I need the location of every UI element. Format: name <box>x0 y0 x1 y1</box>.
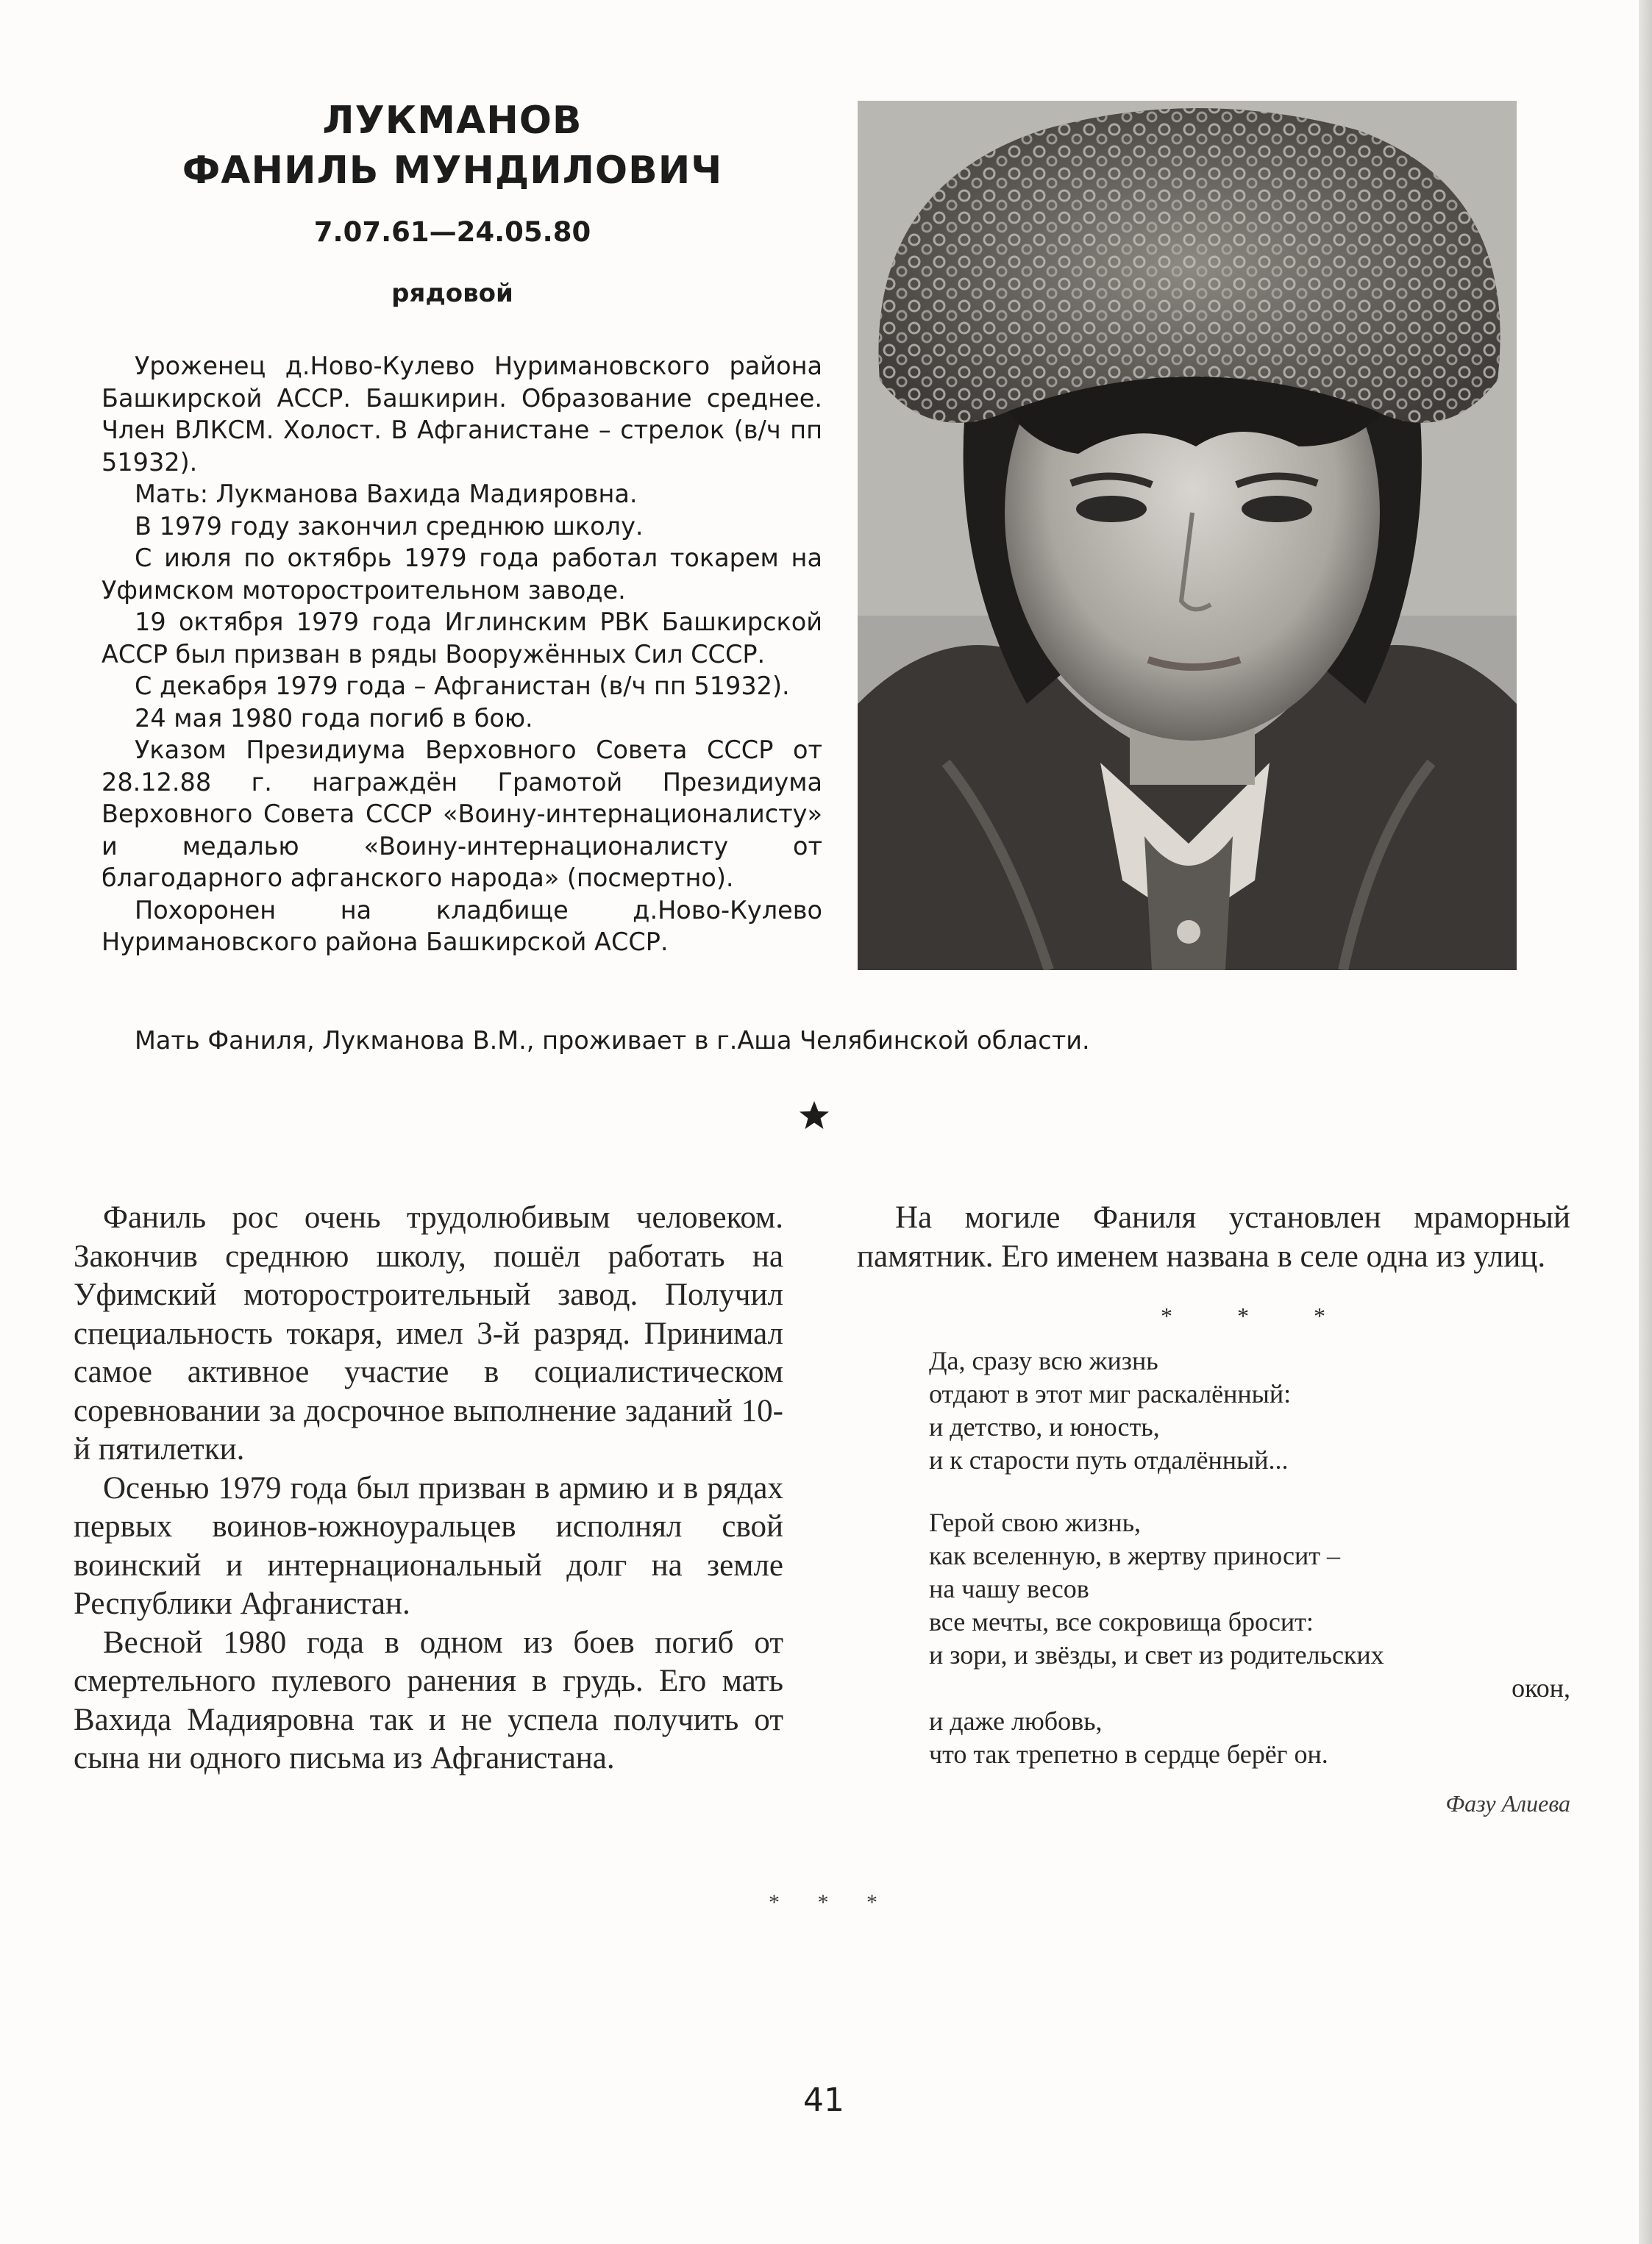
poem-line: на чашу весов <box>929 1573 1089 1603</box>
story-paragraph: Осенью 1979 года был призван в армию и в рядах первых воинов-южноуральцев исполнял свой воинский и интернациональный долг на земле Республики Афганистан. <box>74 1470 783 1621</box>
bio-paragraph: С декабря 1979 года – Афганистан (в/ч пп 51932). <box>135 672 790 700</box>
memorial-column <box>857 1199 1570 1820</box>
poem-line: окон, <box>1512 1673 1570 1703</box>
stanza-gap <box>929 1477 1570 1506</box>
military-rank: рядовой <box>391 279 513 308</box>
bio-paragraph: 24 мая 1980 года погиб в бою. <box>135 703 533 733</box>
page-number: 41 <box>803 2081 844 2119</box>
poem-line: и к старости путь отдалённый... <box>929 1445 1289 1475</box>
bio-paragraph: В 1979 году закончил среднюю школу. <box>135 511 644 541</box>
bio-paragraph: 19 октября 1979 года Иглинским РВК Башкирской АССР был призван в ряды Вооружённых Сил СССР. <box>102 608 822 669</box>
poem-line: что так трепетно в сердце берёг он. <box>929 1739 1328 1769</box>
poem-line: все мечты, все сокровища бросит: <box>929 1606 1314 1636</box>
story-column <box>74 1199 783 1778</box>
poem-line: Да, сразу всю жизнь <box>929 1345 1158 1375</box>
bio-paragraph: Указом Президиума Верховного Совета СССР от 28.12.88 г. награждён Грамотой Президиума Верховного Совета СССР «Воину-интернационалисту» и медалью «Воину-интернационалисту от благодарного афганского народа» (посмертно). <box>102 735 822 892</box>
header <box>110 96 794 308</box>
bio-paragraph: С июля по октябрь 1979 года работал токарем на Уфимском моторостроительном заводе. <box>102 544 822 605</box>
story-paragraph: Фаниль рос очень трудолюбивым человеком. Закончив среднюю школу, пошёл работать на Уфимский моторостроительный завод. Получил специальность токаря, имел 3-й разряд. Принимал самое активное участие в социалистическом соревновании за досрочное выполнение заданий 10-й пятилетки. <box>74 1200 783 1467</box>
poem-separator: * * * <box>1161 1303 1355 1329</box>
bio-mother-residence: Мать Фаниля, Лукманова В.М., проживает в г.Аша Челябинской области. <box>135 1026 1090 1055</box>
page-edge <box>1639 0 1652 2244</box>
poem-line: и даже любовь, <box>929 1706 1103 1736</box>
grave-paragraph: На могиле Фаниля установлен мраморный памятник. Его именем названа в селе одна из улиц. <box>857 1200 1570 1274</box>
bio-paragraph: Мать: Лукманова Вахида Мадияровна. <box>135 480 638 508</box>
poem-line: и зори, и звёзды, и свет из родительских <box>929 1639 1384 1670</box>
poem-line: как вселенную, в жертву приносит – <box>929 1540 1341 1570</box>
poem-line: и детство, и юность, <box>929 1411 1160 1442</box>
star-icon <box>798 1100 830 1132</box>
surname: ЛУКМАНОВ <box>322 99 583 143</box>
bottom-separator: * * * <box>769 1890 894 1914</box>
story-paragraph: Весной 1980 года в одном из боев погиб от смертельного пулевого ранения в грудь. Его мать Вахида Мадияровна так и не успела получить от сына ни одного письма из Афганистана. <box>74 1625 783 1775</box>
poem <box>929 1344 1570 1820</box>
bio-paragraph: Уроженец д.Ново-Кулево Нуримановского района Башкирской АССР. Башкирин. Образование среднее. Член ВЛКСМ. Холост. В Афганистане – стрелок (в/ч пп 51932). <box>102 352 822 477</box>
poem-author: Фазу Алиева <box>1445 1789 1570 1817</box>
poem-line: отдают в этот миг раскалённый: <box>929 1378 1292 1408</box>
poem-line: Герой свою жизнь, <box>929 1507 1141 1537</box>
life-dates: 7.07.61—24.05.80 <box>313 216 591 248</box>
biography-block <box>102 350 822 958</box>
portrait-photo <box>858 101 1517 970</box>
bio-paragraph: Похоронен на кладбище д.Ново-Кулево Нуримановского района Башкирской АССР. <box>102 895 822 956</box>
given-names: ФАНИЛЬ МУНДИЛОВИЧ <box>182 149 723 193</box>
